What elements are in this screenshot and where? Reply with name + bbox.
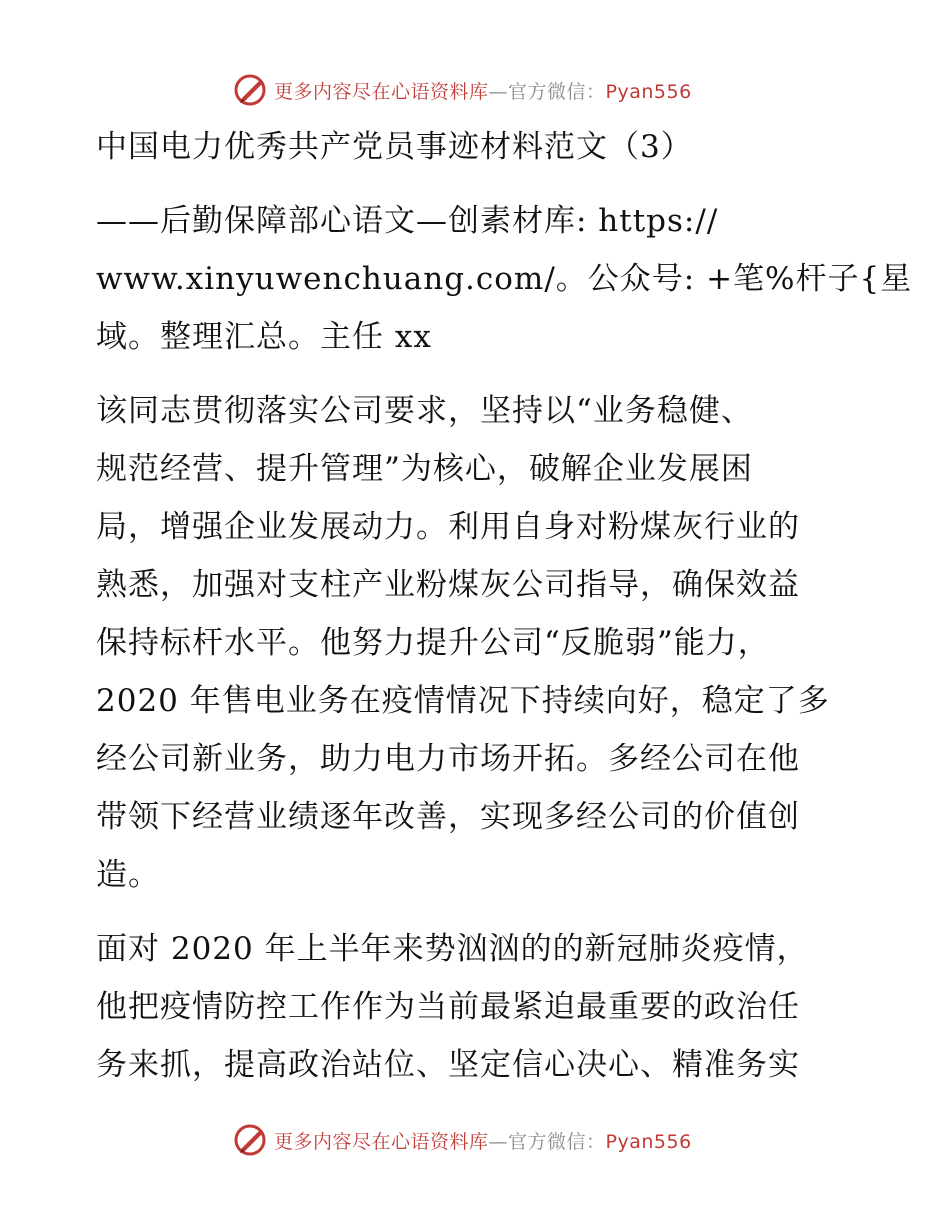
paragraph-line: 2020 年售电业务在疫情情况下持续向好，稳定了多 xyxy=(96,683,830,719)
document-body xyxy=(96,118,913,1094)
paragraph-line: 带领下经营业绩逐年改善，实现多经公司的价值创 xyxy=(96,799,800,835)
paragraph-line: 造。 xyxy=(96,857,160,893)
pen-logo-icon xyxy=(232,72,268,108)
paragraph-line: 面对 2020 年上半年来势汹汹的的新冠肺炎疫情， xyxy=(96,931,809,967)
paragraph-line: 该同志贯彻落实公司要求，坚持以“业务稳健、 xyxy=(96,393,753,429)
intro-line: ——后勤保障部心语文—创素材库: https:// xyxy=(96,203,719,239)
paragraph-line: 他把疫情防控工作作为当前最紧迫最重要的政治任 xyxy=(96,989,800,1025)
watermark-text: 更多内容尽在心语资料库—官方微信：Pyan556 xyxy=(274,80,692,103)
paragraph-line: 保持标杆水平。他努力提升公司“反脆弱”能力， xyxy=(96,625,770,661)
paragraph-line: 务来抓，提高政治站位、坚定信心决心、精准务实 xyxy=(96,1047,800,1083)
pen-logo-icon xyxy=(232,1122,268,1158)
watermark-text: 更多内容尽在心语资料库—官方微信：Pyan556 xyxy=(274,1130,692,1153)
paragraph-line: 规范经营、提升管理”为核心，破解企业发展困 xyxy=(96,451,753,487)
paragraph-line: 经公司新业务，助力电力市场开拓。多经公司在他 xyxy=(96,741,800,777)
header-watermark xyxy=(232,70,692,110)
paragraph-line: 熟悉，加强对支柱产业粉煤灰公司指导，确保效益 xyxy=(96,567,800,603)
document-title: 中国电力优秀共产党员事迹材料范文（3） xyxy=(96,129,693,165)
paragraph-line: 局，增强企业发展动力。利用自身对粉煤灰行业的 xyxy=(96,509,800,545)
intro-line: 域。整理汇总。主任 xx xyxy=(96,319,432,355)
footer-watermark xyxy=(232,1120,692,1160)
intro-line: www.xinyuwenchuang.com/。公众号: +笔%杆子{星 xyxy=(96,261,913,297)
